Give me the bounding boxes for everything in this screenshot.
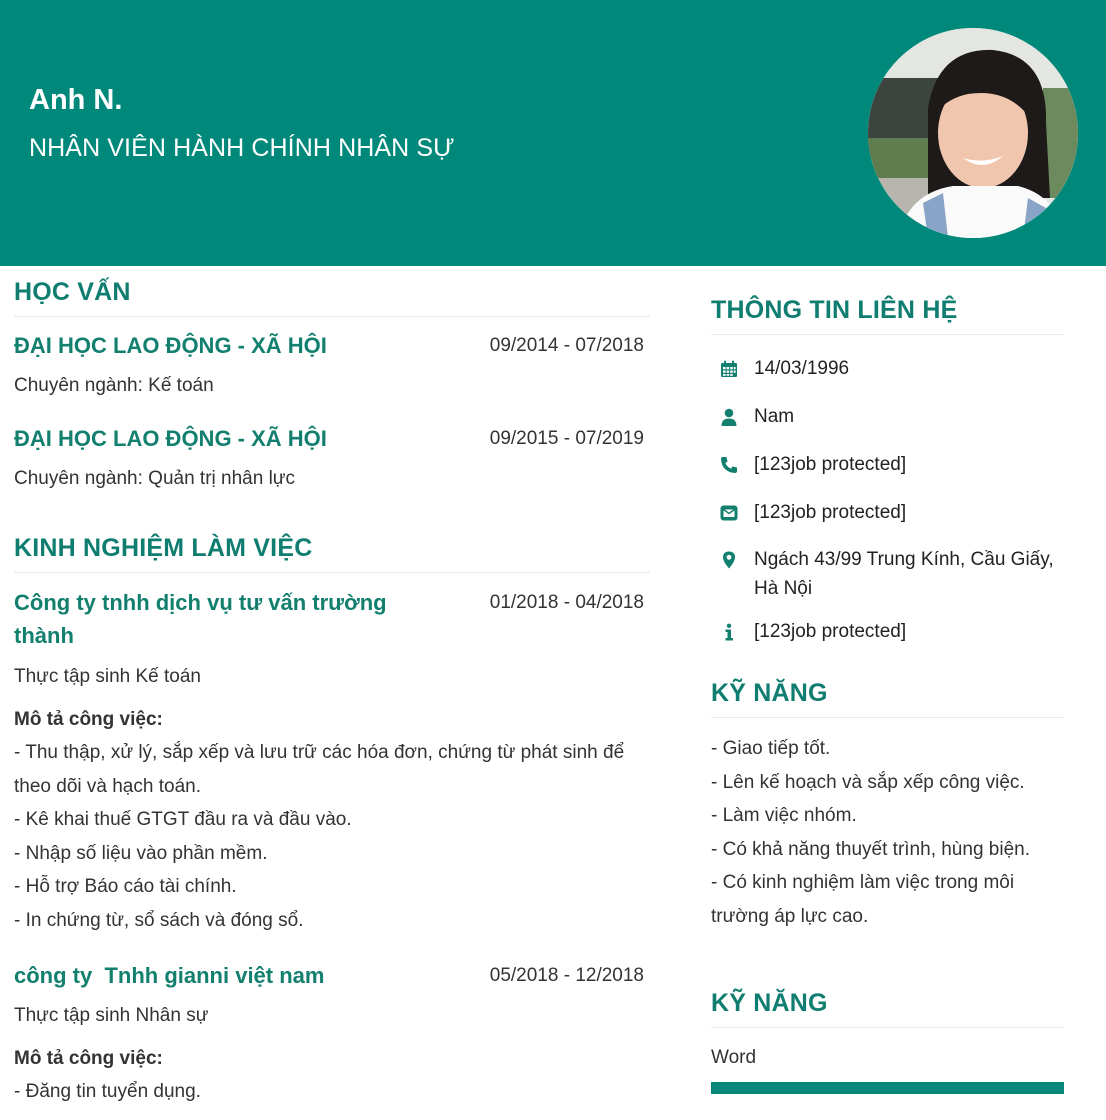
education-major: Chuyên ngành: Quản trị nhân lực [14, 467, 296, 489]
skill-progress-fill [711, 1082, 1064, 1094]
skill-line: - Giao tiếp tốt. [711, 738, 831, 759]
candidate-name: Anh N. [29, 84, 123, 116]
map-marker-icon [711, 545, 754, 570]
contact-item-phone [711, 450, 1064, 479]
info-icon [711, 617, 754, 642]
job-description-line: - In chứng từ, sổ sách và đóng sổ. [14, 909, 304, 931]
education-section [14, 278, 650, 495]
contact-value: [123job protected] [754, 502, 907, 523]
education-major: Chuyên ngành: Kế toán [14, 375, 214, 396]
job-description-label: Mô tả công việc: [14, 708, 163, 730]
contact-item-email [711, 498, 1064, 527]
candidate-job-title: NHÂN VIÊN HÀNH CHÍNH NHÂN SỰ [29, 134, 455, 162]
envelope-icon [711, 498, 754, 523]
experience-item [14, 586, 650, 937]
company-name: công ty Tnhh gianni việt nam [14, 963, 325, 988]
contact-item-info [711, 617, 1064, 646]
contact-item-birthday [711, 354, 1064, 383]
contact-value: [123job protected] [754, 621, 907, 642]
skill-progress-bar [711, 1082, 1064, 1094]
skill-line: - Có kinh nghiệm làm việc trong môi trường áp lực cao. [711, 872, 1015, 927]
skill-bar-item [711, 1045, 1064, 1094]
education-item [14, 329, 650, 403]
cv-header [0, 0, 1106, 266]
experience-dates: 05/2018 - 12/2018 [489, 965, 644, 986]
job-description-line: - Đăng tin tuyển dụng. [14, 1081, 201, 1102]
contact-value: [123job protected] [754, 454, 907, 475]
skill-line: - Làm việc nhóm. [711, 805, 857, 826]
job-description-line: - Thu thập, xử lý, sắp xếp và lưu trữ các hóa đơn, chứng từ phát sinh để theo dõi và hạch toán. [14, 742, 625, 797]
education-dates: 09/2015 - 07/2019 [489, 427, 644, 449]
profile-photo [868, 28, 1078, 238]
contact-heading: THÔNG TIN LIÊN HỆ [711, 296, 1064, 335]
contact-value: 14/03/1996 [754, 358, 850, 379]
position: Thực tập sinh Nhân sự [14, 1005, 209, 1026]
user-icon [711, 402, 754, 427]
skills-bars-heading: KỸ NĂNG [711, 989, 1064, 1028]
experience-dates: 01/2018 - 04/2018 [489, 592, 644, 613]
skills-heading: KỸ NĂNG [711, 679, 1064, 718]
company-name: Công ty tnhh dịch vụ tư vấn trường thành [14, 590, 387, 648]
contact-item-address [711, 545, 1064, 603]
contact-value: Ngách 43/99 Trung Kính, Cầu Giấy, Hà Nội [754, 549, 1054, 599]
school-name: ĐẠI HỌC LAO ĐỘNG - XÃ HỘI [14, 425, 327, 451]
school-name: ĐẠI HỌC LAO ĐỘNG - XÃ HỘI [14, 333, 327, 358]
position: Thực tập sinh Kế toán [14, 666, 201, 687]
phone-icon [711, 450, 754, 475]
experience-section [14, 534, 650, 1109]
contact-section [711, 296, 1064, 646]
job-description-line: - Nhập số liệu vào phần mềm. [14, 842, 268, 864]
job-description-line: - Kê khai thuế GTGT đầu ra và đầu vào. [14, 809, 352, 830]
education-dates: 09/2014 - 07/2018 [489, 335, 644, 356]
avatar [868, 28, 1078, 238]
skills-bars-section [711, 989, 1064, 1094]
education-heading: HỌC VẤN [14, 278, 650, 317]
job-description-line: - Hỗ trợ Báo cáo tài chính. [14, 876, 237, 897]
skill-line: - Lên kế hoạch và sắp xếp công việc. [711, 771, 1025, 793]
contact-item-gender [711, 402, 1064, 431]
calendar-icon [711, 354, 754, 379]
skill-line: - Có khả năng thuyết trình, hùng biện. [711, 838, 1030, 860]
contact-value: Nam [754, 406, 795, 427]
skill-name: Word [711, 1047, 757, 1068]
skills-text-section [711, 679, 1064, 933]
education-item [14, 422, 650, 496]
experience-item [14, 959, 650, 1109]
main-column [14, 266, 650, 1109]
job-description-label: Mô tả công việc: [14, 1047, 163, 1069]
sidebar-column [711, 266, 1064, 1094]
experience-heading: KINH NGHIỆM LÀM VIỆC [14, 534, 650, 573]
